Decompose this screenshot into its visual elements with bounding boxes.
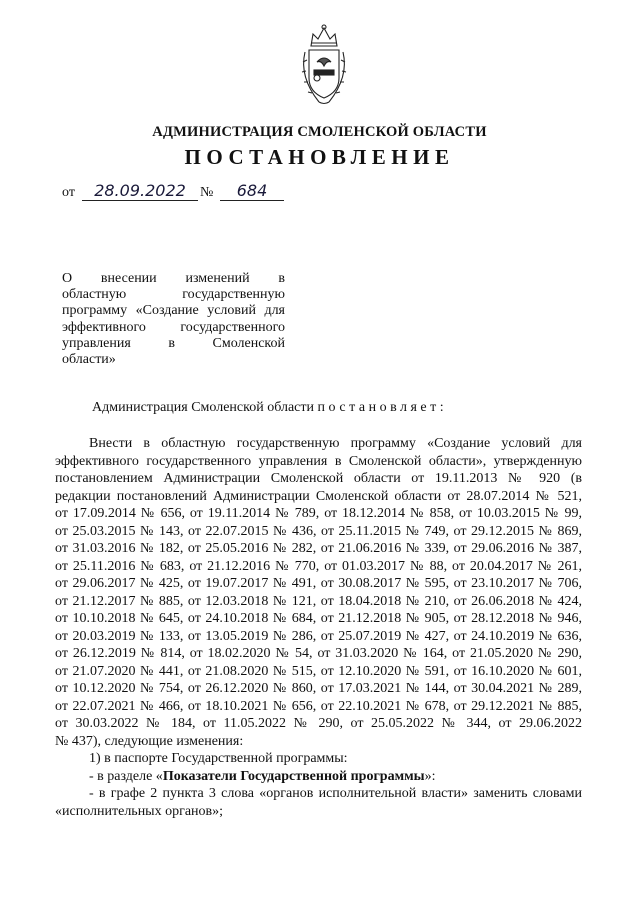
body-line: от 30.03.2022 № 184, от 11.05.2022 № 290, от 25.05.2022 № 344, от 29.06.2022 <box>55 716 582 731</box>
organization-title: АДМИНИСТРАЦИЯ СМОЛЕНСКОЙ ОБЛАСТИ <box>152 124 487 140</box>
section-suffix: »: <box>424 768 436 784</box>
subject-line: областную государственную <box>62 287 285 303</box>
number-label: № <box>200 185 214 200</box>
body-line: от 17.09.2014 № 656, от 19.11.2014 № 789, от 18.12.2014 № 858, от 10.03.2015 № 99, <box>55 506 582 521</box>
body-line: от 31.03.2016 № 182, от 25.05.2016 № 282, от 21.06.2016 № 339, от 29.06.2016 № 387, <box>55 541 582 556</box>
subject-line: управления в Смоленской <box>62 335 285 351</box>
coat-of-arms-emblem <box>297 22 351 106</box>
body-line: от 26.12.2019 № 814, от 18.02.2020 № 54, от 31.03.2020 № 164, от 21.05.2020 № 290, <box>55 646 582 661</box>
body-line: от 21.12.2017 № 885, от 12.03.2018 № 121, от 18.04.2018 № 210, от 26.06.2018 № 424, <box>55 593 582 609</box>
preamble <box>92 400 447 416</box>
section-line <box>55 768 582 786</box>
body-line: редакции постановлений Администрации Смоленской области от 28.07.2014 № 521, <box>55 488 582 504</box>
body-line: постановлением Администрации Смоленской области от 19.11.2013 № 920 (в <box>55 471 582 486</box>
body-line: от 22.07.2021 № 466, от 18.10.2021 № 656, от 22.10.2021 № 678, от 29.12.2021 № 885, <box>55 698 582 714</box>
subject-line: О внесении изменений в <box>62 271 285 286</box>
body-line: от 21.07.2020 № 441, от 21.08.2020 № 515, от 12.10.2020 № 591, от 16.10.2020 № 601, <box>55 663 582 679</box>
item-line: - в графе 2 пункта 3 слова «органов исполнительной власти» заменить словами <box>89 786 582 801</box>
body-line: эффективного государственного управления в Смоленской области», утвержденную <box>55 453 582 469</box>
body-line: от 10.12.2020 № 754, от 26.12.2020 № 860, от 17.03.2021 № 144, от 30.04.2021 № 289, <box>55 681 582 696</box>
document-type-heading: ПОСТАНОВЛЕНИЕ <box>184 145 455 169</box>
body-line: № 437), следующие изменения: <box>55 733 244 749</box>
date-number-line <box>62 181 322 203</box>
handwritten-date: 28.09.2022 <box>82 181 198 201</box>
subject-line: программу «Создание условий для <box>62 303 285 319</box>
subject-block <box>62 271 285 368</box>
body-line: Внести в областную государственную программу «Создание условий для <box>89 436 582 451</box>
subject-line: области» <box>62 352 116 368</box>
subject-line: эффективного государственного <box>62 319 285 335</box>
section-title-bold: Показатели Государственной программы <box>162 768 425 784</box>
body-line: от 29.06.2017 № 425, от 19.07.2017 № 491, от 30.08.2017 № 595, от 23.10.2017 № 706, <box>55 576 582 591</box>
body-line: от 25.03.2015 № 143, от 22.07.2015 № 436, от 25.11.2015 № 749, от 29.12.2015 № 869, <box>55 523 582 539</box>
body-line: от 20.03.2019 № 133, от 13.05.2019 № 286, от 25.07.2019 № 427, от 24.10.2019 № 636, <box>55 628 582 644</box>
item-line: «исполнительных органов»; <box>55 803 224 819</box>
handwritten-number: 684 <box>220 181 284 201</box>
body-line: от 10.10.2018 № 645, от 24.10.2018 № 684, от 21.12.2018 № 905, от 28.12.2018 № 946, <box>55 611 582 626</box>
section-prefix: - в разделе « <box>89 768 163 784</box>
body-text <box>55 435 582 820</box>
body-line: 1) в паспорте Государственной программы: <box>89 751 348 766</box>
preamble-lead: Администрация Смоленской области <box>92 400 315 415</box>
date-label: от <box>62 185 75 200</box>
preamble-verb: постановляет: <box>317 400 448 415</box>
body-line: от 25.11.2016 № 683, от 21.12.2016 № 770, от 01.03.2017 № 88, от 20.04.2017 № 261, <box>55 558 582 574</box>
